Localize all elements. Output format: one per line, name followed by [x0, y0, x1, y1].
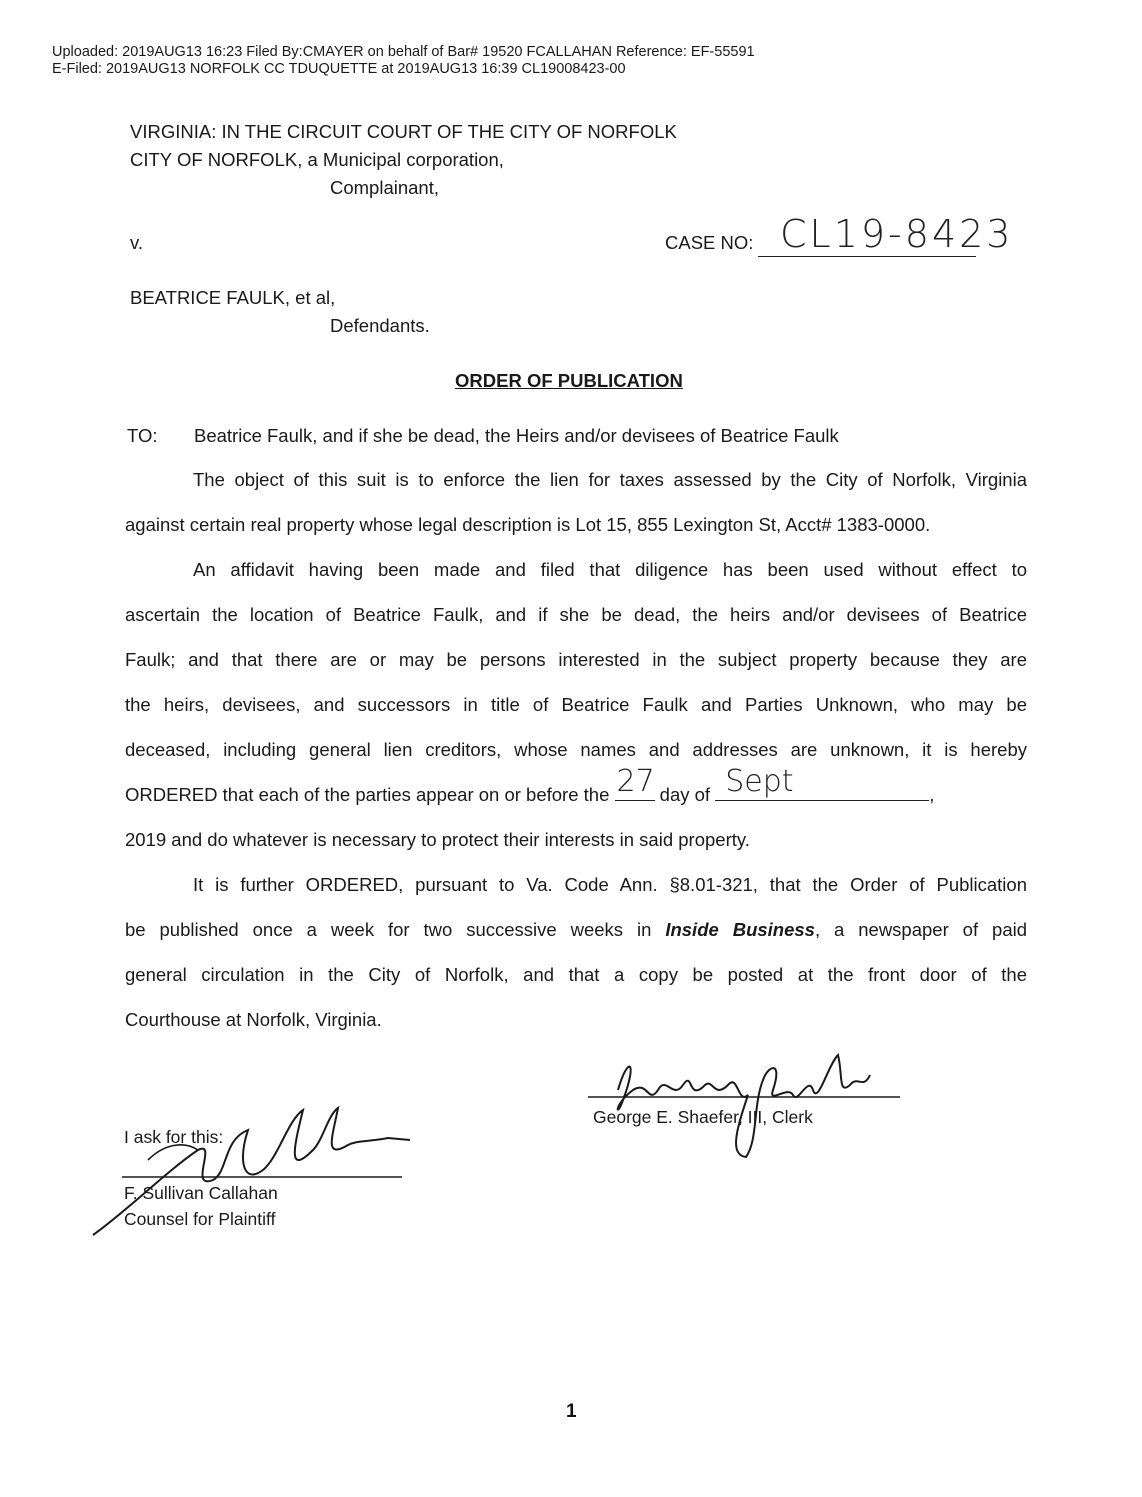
appearance-year-line: 2019 and do whatever is necessary to protect their interests in said property. — [125, 829, 750, 850]
para3-line-2-after: , a newspaper of paid — [814, 919, 1028, 940]
appearance-line — [125, 764, 1027, 817]
complainant-name: CITY OF NORFOLK, a Municipal corporation, — [130, 149, 504, 170]
para2-line-4: the heirs, devisees, and successors in title of Beatrice Faulk and Parties Unknown, who may be — [125, 694, 1027, 715]
counsel-role: Counsel for Plaintiff — [124, 1209, 276, 1229]
case-number-value: CL19-8423 — [780, 212, 1014, 256]
newspaper-name: Inside Business — [665, 919, 815, 940]
counsel-ask-label: I ask for this: — [124, 1127, 224, 1147]
filing-header-line-2: E-Filed: 2019AUG13 NORFOLK CC TDUQUETTE at 2019AUG13 16:39 CL19008423-00 — [52, 61, 626, 77]
filing-header-line-1: Uploaded: 2019AUG13 16:23 Filed By:CMAYER on behalf of Bar# 19520 FCALLAHAN Reference: EF-55591 — [52, 44, 755, 60]
to-label: TO: — [127, 425, 158, 446]
para3-line-2-before: be published once a week for two successive weeks in — [125, 919, 652, 940]
case-number-field — [758, 212, 1014, 257]
month-comma: , — [929, 784, 935, 805]
clerk-name: George E. Shaefer, III, Clerk — [593, 1107, 813, 1127]
document-title: ORDER OF PUBLICATION — [455, 370, 683, 391]
counsel-name: F. Sullivan Callahan — [124, 1183, 278, 1203]
defendant-name: BEATRICE FAULK, et al, — [130, 287, 336, 308]
para2-line-1: An affidavit having been made and filed that diligence has been used without effect to — [193, 559, 1027, 580]
para2-line-3: Faulk; and that there are or may be persons interested in the subject property because they are — [125, 649, 1027, 670]
day-of-label: day of — [659, 784, 711, 805]
para3-line-1: It is further ORDERED, pursuant to Va. Code Ann. §8.01-321, that the Order of Publication — [193, 874, 1027, 895]
para2-line-5: deceased, including general lien creditors, whose names and addresses are unknown, it is hereby — [125, 739, 1027, 760]
para1-line-2: against certain real property whose legal description is Lot 15, 855 Lexington St, Acct# 1383-0000. — [125, 514, 931, 535]
defendant-role: Defendants. — [330, 315, 430, 336]
body-section — [125, 457, 1027, 1042]
para3-line-3: general circulation in the City of Norfolk, and that a copy be posted at the front door of the — [125, 964, 1027, 985]
day-field — [615, 764, 655, 801]
page-number: 1 — [566, 1401, 577, 1422]
court-line: VIRGINIA: IN THE CIRCUIT COURT OF THE CITY OF NORFOLK — [130, 121, 677, 142]
clerk-signature — [588, 1045, 908, 1160]
appearance-prefix: ORDERED that each of the parties appear on or before the — [125, 784, 610, 805]
to-recipients: Beatrice Faulk, and if she be dead, the Heirs and/or devisees of Beatrice Faulk — [194, 425, 839, 446]
month-field — [715, 764, 929, 801]
day-value: 27 — [616, 764, 655, 799]
complainant-role: Complainant, — [330, 177, 440, 198]
para1-line-1: The object of this suit is to enforce the lien for taxes assessed by the City of Norfolk, Virginia — [193, 469, 1027, 490]
para3-line-2 — [125, 907, 1027, 952]
para2-line-2: ascertain the location of Beatrice Faulk, and if she be dead, the heirs and/or devisees of Beatrice — [125, 604, 1027, 625]
case-number-label: CASE NO: — [665, 232, 754, 253]
para3-line-4: Courthouse at Norfolk, Virginia. — [125, 1009, 382, 1030]
versus-label: v. — [130, 232, 144, 253]
month-value: Sept — [725, 764, 794, 799]
